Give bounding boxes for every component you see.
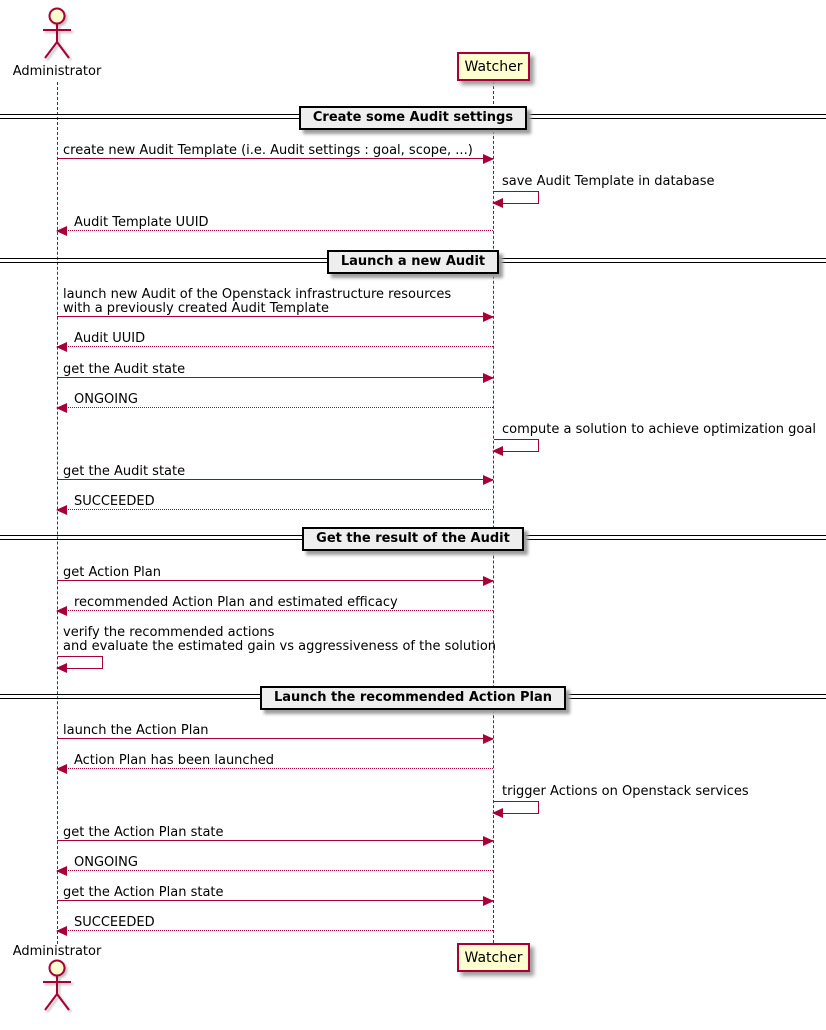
message-label: save Audit Template in database [502,174,715,189]
message-label: with a previously created Audit Template [63,301,330,316]
arrowhead-left-icon [56,663,67,673]
msg-ongoing-2 [57,856,493,871]
arrowhead-left-icon [56,926,67,936]
self-message-arrow [494,801,539,814]
msg-succeeded-2 [57,916,493,931]
msg-action-plan-launched [57,754,493,769]
arrowhead-right-icon [483,475,494,485]
arrowhead-left-icon [56,764,67,774]
message-label: trigger Actions on Openstack services [502,784,749,799]
divider-launch-new-audit [0,250,826,273]
message-label: create new Audit Template (i.e. Audit settings : goal, scope, ...) [63,143,473,158]
actor-administrator-label-top: Administrator [12,64,102,79]
msg-get-action-plan-state-2 [57,886,493,901]
msg-create-audit-template [57,144,493,159]
arrowhead-right-icon [483,896,494,906]
arrowhead-left-icon [56,226,67,236]
message-label: and evaluate the estimated gain vs aggressiveness of the solution [63,639,497,654]
message-arrow [57,346,493,347]
message-label: SUCCEEDED [74,494,155,509]
message-label: get the Action Plan state [63,885,224,900]
divider-label: Launch a new Audit [327,250,499,274]
actor-icon [35,6,79,64]
message-arrow [57,900,493,901]
message-arrow [57,768,493,769]
self-message-arrow [58,656,103,669]
message-arrow [57,158,493,159]
arrowhead-left-icon [56,403,67,413]
message-arrow [57,407,493,408]
message-label: Audit UUID [74,331,146,346]
message-label: get the Action Plan state [63,825,224,840]
msg-save-audit-template [493,175,715,204]
arrowhead-left-icon [56,866,67,876]
msg-ongoing-1 [57,393,493,408]
arrowhead-left-icon [492,198,503,208]
message-label: compute a solution to achieve optimization goal [502,422,816,437]
actor-administrator-bottom [35,958,79,1020]
message-label: launch new Audit of the Openstack infrastructure resources [63,287,452,302]
divider-create-audit-settings [0,106,826,129]
message-label: get the Audit state [63,464,186,479]
arrowhead-right-icon [483,836,494,846]
message-arrow [57,870,493,871]
arrowhead-right-icon [483,154,494,164]
message-label: recommended Action Plan and estimated efficacy [74,595,398,610]
arrowhead-right-icon [483,734,494,744]
message-arrow [57,840,493,841]
arrowhead-right-icon [483,312,494,322]
msg-get-audit-state-2 [57,465,493,480]
msg-launch-new-audit [57,288,493,317]
actor-administrator-label-bottom: Administrator [12,944,102,959]
arrowhead-left-icon [56,505,67,515]
msg-get-audit-state-1 [57,363,493,378]
message-arrow [57,930,493,931]
message-label: get Action Plan [63,565,161,580]
self-message-arrow [494,191,539,204]
message-label: Audit Template UUID [74,215,209,230]
message-arrow [57,580,493,581]
message-label: launch the Action Plan [63,723,209,738]
divider-label: Get the result of the Audit [302,527,524,551]
message-label: Action Plan has been launched [74,753,275,768]
self-message-arrow [494,439,539,452]
divider-label: Launch the recommended Action Plan [260,686,566,710]
message-arrow [57,610,493,611]
arrowhead-left-icon [492,808,503,818]
divider-launch-action-plan [0,686,826,709]
message-label: SUCCEEDED [74,915,155,930]
message-arrow [57,377,493,378]
participant-watcher-bottom: Watcher [457,943,530,972]
actor-administrator-top [35,6,79,68]
msg-get-action-plan [57,566,493,581]
msg-launch-action-plan [57,724,493,739]
divider-label: Create some Audit settings [299,106,527,130]
message-label: verify the recommended actions [63,625,275,640]
msg-trigger-actions [493,785,749,814]
msg-get-action-plan-state-1 [57,826,493,841]
message-label: ONGOING [74,855,138,870]
arrowhead-right-icon [483,373,494,383]
msg-verify-actions [57,626,496,669]
arrowhead-left-icon [56,342,67,352]
msg-compute-solution [493,423,816,452]
participant-watcher-top: Watcher [457,52,530,81]
msg-recommended-action-plan [57,596,493,611]
message-label: get the Audit state [63,362,186,377]
arrowhead-left-icon [56,606,67,616]
message-arrow [57,479,493,480]
msg-succeeded-1 [57,495,493,510]
message-arrow [57,316,493,317]
message-label: ONGOING [74,392,138,407]
arrowhead-left-icon [492,446,503,456]
msg-audit-template-uuid [57,216,493,231]
msg-audit-uuid [57,332,493,347]
message-arrow [57,509,493,510]
divider-get-audit-result [0,527,826,550]
message-arrow [57,230,493,231]
arrowhead-right-icon [483,576,494,586]
actor-icon [35,958,79,1016]
message-arrow [57,738,493,739]
